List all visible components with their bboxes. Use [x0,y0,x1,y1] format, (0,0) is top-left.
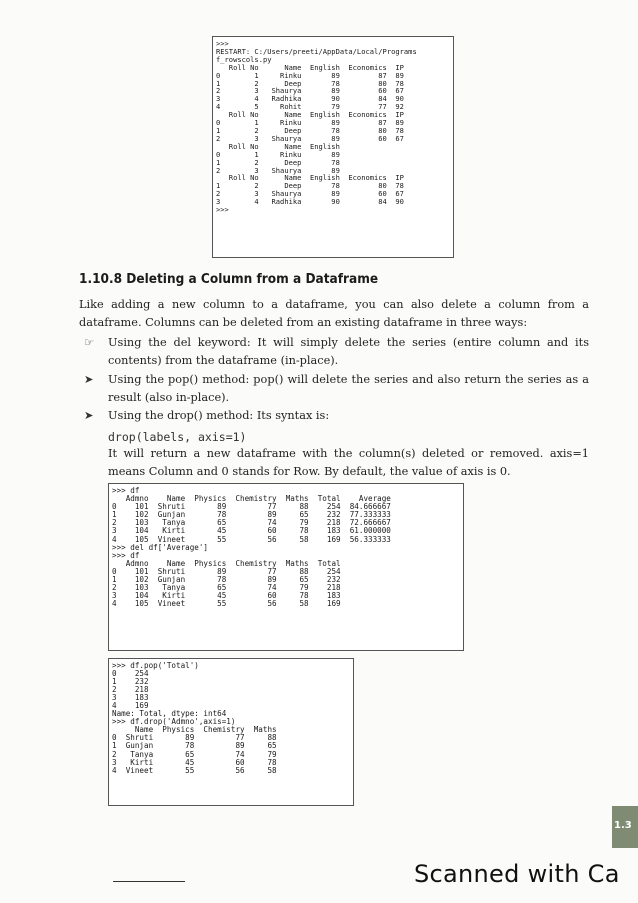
console-output-del [108,483,464,651]
arrow-bullet-icon: ➤ [84,373,94,386]
console-text: >>> df Admno Name Physics Chemistry Maths Total Average 0 101 Shruti 89 77 88 254 84.666667 1 102 Gunjan 78 89 65 232 77.333333 2 103 Tanya 65 74 79 218 72.666667 3 104 Kirti 45 60 78 183 61.000000 4 105 Vineet 55 56 58 169 56.333333 >>> del df['Average'] >>> df Admno Name Physics Chemistry Maths Total 0 101 Shruti 89 77 88 254 1 102 Gunjan 78 89 65 232 2 103 Tanya 65 74 79 218 3 104 Kirti 45 60 78 183 4 105 Vineet 55 56 58 169 [112,486,391,609]
console-output-pop-drop [108,658,354,806]
bullet-text: Using the del keyword: It will simply delete the series (entire column and its contents) from the dataframe (in-place). [108,336,589,367]
bullet-drop-method [84,407,589,425]
drop-description: It will return a new dataframe with the column(s) deleted or removed. axis=1 means Column and 0 stands for Row. By default, the value of axis is 0. [108,447,589,478]
scanner-watermark: Scanned with Ca [414,860,620,888]
arrow-bullet-icon: ➤ [84,409,94,422]
footer-divider [113,881,185,882]
intro-paragraph: Like adding a new column to a dataframe, you can also delete a column from a dataframe. Columns can be deleted from an existing dataframe in three ways: [79,298,589,329]
drop-syntax: drop(labels, axis=1) [108,430,247,444]
console-output-restart [212,36,454,258]
console-text: >>> RESTART: C:/Users/preeti/AppData/Local/Programs f_rowscols.py Roll No Name English Economics IP 0 1 Rinku 89 87 89 1 2 Deep 78 80 78 2 3 Shaurya 89 60 67 3 4 Radhika 90 84 90 4 5 Rohit 79 77 92 Roll No Name English Economics IP 0 1 Rinku 89 87 89 1 2 Deep 78 80 78 2 3 Shaurya 89 60 67 Roll No Name English 0 1 Rinku 89 1 2 Deep 78 2 3 Shaurya 89 Roll No Name English Economics IP 1 2 Deep 78 80 78 2 3 Shaurya 89 60 67 3 4 Radhika 90 84 90 >>> [216,39,417,215]
bullet-pop-method [84,371,589,406]
section-heading: 1.10.8 Deleting a Column from a Dataframe [79,271,379,287]
bullet-text: Using the pop() method: pop() will delete the series and also return the series as a result (also in-place). [108,373,589,404]
pointing-hand-icon: ☞ [84,336,95,349]
page-tab-label: 1.3 [614,820,632,831]
bullet-text: Using the drop() method: Its syntax is: [108,409,330,422]
page-tab [612,806,638,848]
console-text: >>> df.pop('Total') 0 254 1 232 2 218 3 183 4 169 Name: Total, dtype: int64 >>> df.drop('Admno',axis=1) Name Physics Chemistry Maths 0 Shruti 89 77 88 1 Gunjan 78 89 65 2 Tanya 65 74 79 3 Kirti 45 60 78 4 Vineet 55 56 58 [112,661,277,775]
bullet-del-keyword [84,334,589,369]
